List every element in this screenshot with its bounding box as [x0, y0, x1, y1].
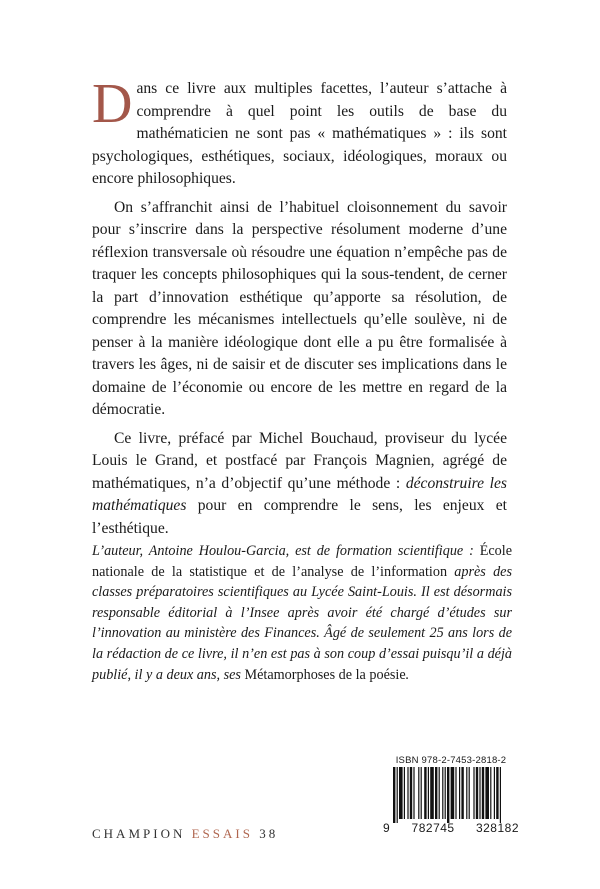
- barcode-digits: 9 782745 328182: [383, 821, 519, 835]
- barcode-icon: [383, 767, 519, 823]
- isbn-label: ISBN 978-2-7453-2818-2: [395, 755, 507, 766]
- description-text: [92, 73, 508, 540]
- drop-cap: D: [92, 73, 133, 135]
- emphasis-text: déconstruire les mathématiques: [92, 474, 508, 514]
- paragraph-1: Dans ce livre aux multiples facettes, l’auteur s’attache à comprendre à quel point les outils de base du mathématicien ne sont pas « mathématiques » : ils sont psychologiques, esthétiques, sociaux, idéologiques, moraux ou encore philosophiques.: [92, 73, 507, 187]
- paragraph-2: On s’affranchit ainsi de l’habituel cloisonnement du savoir pour s’inscrire dans la perspective résolument moderne d’une réflexion transversale où résoudre une équation n’empêche pas de traquer les concepts philosophiques qui la sous-tendent, de cerner la part d’innovation esthétique qu’apporte sa résolution, de comprendre les mécanismes intellectuels qu’elle soulève, ni de penser à la manière idéologique dont elle a pu être formalisée à travers les âges, ni de saisir et de discuter ses implications dans le domaine de l’économie ou encore de les mettre en regard de la démocratie.: [92, 198, 507, 418]
- isbn-barcode-block: [383, 755, 519, 840]
- author-bio: L’auteur, Antoine Houlou-Garcia, est de formation scientifique : École nationale de la statistique et de l’analyse de l’information après des classes préparatoires scientifiques au Lycée Saint-Louis. Il est désormais responsable éditorial à l’Insee après avoir été chargé d’études sur l’innovation au ministère des Finances. Âgé de seulement 25 ans lors de la rédaction de ce livre, il n’en est pas à son coup d’essai puisqu’il a déjà publié, il y a deux ans, ses Métamorphoses de la poésie.: [92, 543, 512, 683]
- paragraph-3: Ce livre, préfacé par Michel Bouchaud, proviseur du lycée Louis le Grand, et postfacé par François Magnien, agrégé de mathématiques, n’a d’objectif qu’une méthode : déconstruire les mathématiques pour en comprendre le sens, les enjeux et l’esthétique.: [92, 429, 508, 537]
- series-label: CHAMPION ESSAIS 38: [92, 826, 279, 841]
